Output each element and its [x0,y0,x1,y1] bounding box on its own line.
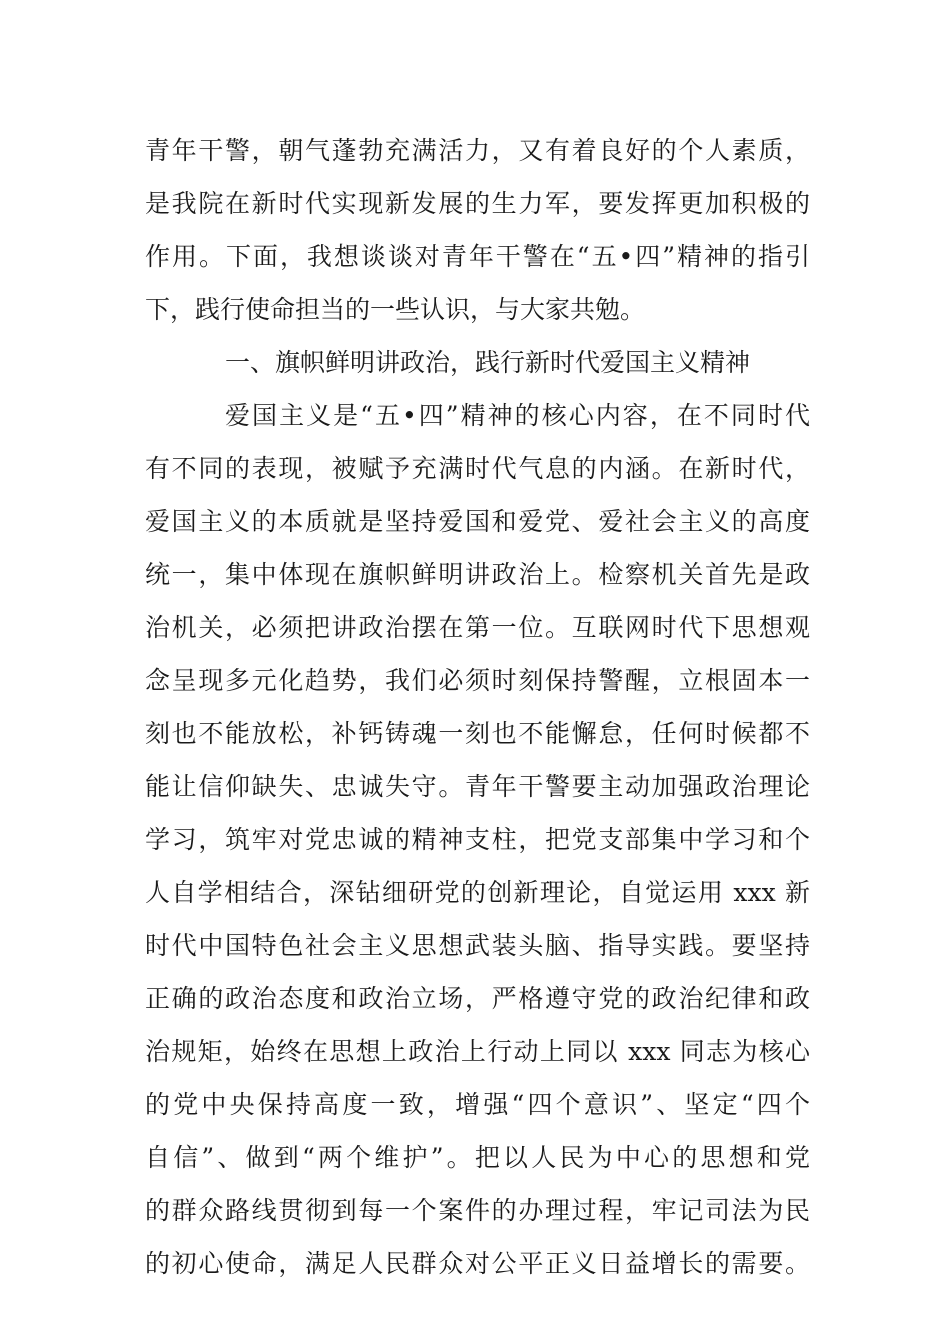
text-line: 能让信仰缺失、忠诚失守。青年干警要主动加强政治理论 [145,772,810,801]
text-line: 的群众路线贯彻到每一个案件的办理过程，牢记司法为民 [145,1196,810,1225]
text-line: 统一，集中体现在旗帜鲜明讲政治上。检察机关首先是政 [145,560,810,589]
text-line: 青年干警，朝气蓬勃充满活力，又有着良好的个人素质， [145,136,810,165]
section-heading: 一、旗帜鲜明讲政治，践行新时代爱国主义精神 [225,348,751,377]
text-line: 时代中国特色社会主义思想武装头脑、指导实践。要坚持 [145,931,810,960]
text-line: 刻也不能放松，补钙铸魂一刻也不能懈怠，任何时候都不 [145,719,810,748]
text-line: 正确的政治态度和政治立场，严格遵守党的政治纪律和政 [145,984,810,1013]
text-line: 下，践行使命担当的一些认识，与大家共勉。 [145,295,646,324]
text-line: 作用。下面，我想谈谈对青年干警在“五•四”精神的指引 [145,242,810,271]
text-line: 治规矩，始终在思想上政治上行动上同以 xxx 同志为核心 [145,1037,810,1066]
body-text [145,124,810,1290]
text-line: 是我院在新时代实现新发展的生力军，要发挥更加积极的 [145,189,810,218]
text-line: 的初心使命，满足人民群众对公平正义日益增长的需要。 [145,1249,810,1278]
text-line: 自信”、做到“两个维护”。把以人民为中心的思想和党 [145,1143,810,1172]
text-line: 爱国主义的本质就是坚持爱国和爱党、爱社会主义的高度 [145,507,810,536]
text-line: 学习，筑牢对党忠诚的精神支柱，把党支部集中学习和个 [145,825,810,854]
text-line: 爱国主义是“五•四”精神的核心内容，在不同时代 [225,401,810,430]
text-line: 念呈现多元化趋势，我们必须时刻保持警醒，立根固本一 [145,666,810,695]
text-line: 治机关，必须把讲政治摆在第一位。互联网时代下思想观 [145,613,810,642]
text-line: 的党中央保持高度一致，增强“四个意识”、坚定“四个 [145,1090,810,1119]
text-line: 人自学相结合，深钻细研党的创新理论，自觉运用 xxx 新 [145,878,810,907]
text-line: 有不同的表现，被赋予充满时代气息的内涵。在新时代， [145,454,810,483]
